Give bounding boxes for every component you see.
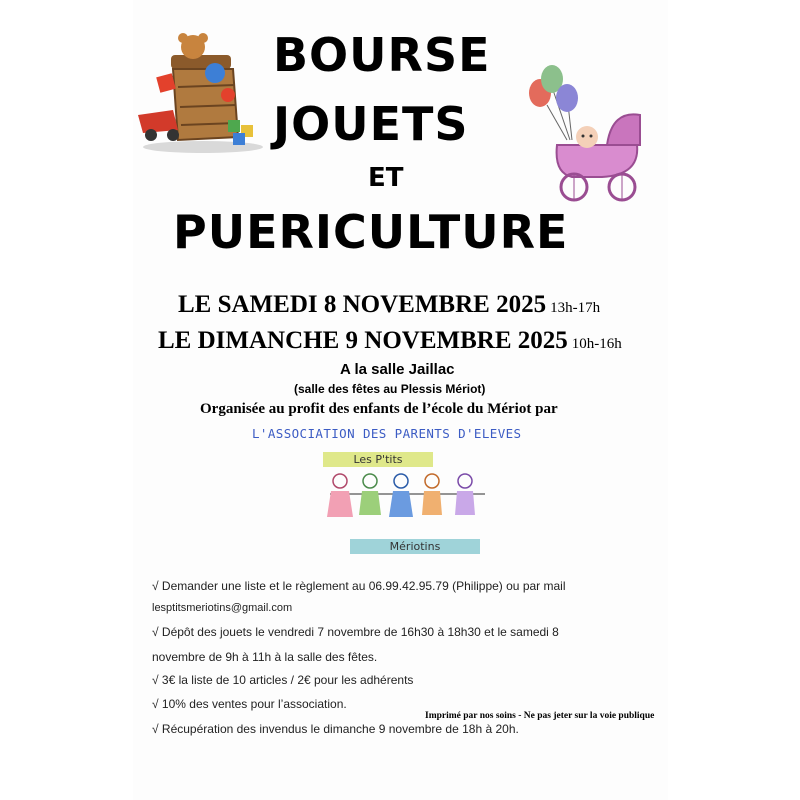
- date-sunday: [158, 327, 622, 355]
- title-puericulture: PUERICULTURE: [173, 205, 569, 259]
- contact-email: lesptitsmeriotins@gmail.com: [152, 602, 293, 614]
- date-sunday-hours: 10h-16h: [571, 336, 622, 352]
- venue-detail: (salle des fêtes au Plessis Mériot): [294, 382, 486, 396]
- item-commission: √ 10% des ventes pour l’association.: [152, 697, 347, 711]
- baby-stroller-icon: [522, 65, 647, 205]
- association-name: L'ASSOCIATION DES PARENTS D'ELEVES: [252, 426, 522, 441]
- item-deposit-line1: √ Dépôt des jouets le vendredi 7 novembre de 16h30 à 18h30 et le samedi 8: [152, 625, 559, 639]
- logo-text-top: Les P'tits: [323, 452, 433, 467]
- title-jouets: JOUETS: [273, 97, 469, 151]
- association-logo: [315, 447, 495, 562]
- print-note: Imprimé par nos soins - Ne pas jeter sur la voie publique: [425, 711, 655, 721]
- children-drawing-icon: [315, 469, 495, 534]
- title-et: ET: [368, 163, 404, 193]
- date-sunday-text: LE DIMANCHE 9 NOVEMBRE 2025: [158, 327, 568, 354]
- item-request-list: √ Demander une liste et le règlement au 06.99.42.95.79 (Philippe) ou par mail: [152, 579, 566, 593]
- toy-chest-icon: [133, 25, 268, 155]
- item-price: √ 3€ la liste de 10 articles / 2€ pour les adhérents: [152, 673, 414, 687]
- organized-text: Organisée au profit des enfants de l’école du Mériot par: [200, 401, 558, 417]
- item-pickup: √ Récupération des invendus le dimanche 9 novembre de 18h à 20h.: [152, 722, 519, 736]
- logo-text-bottom: Mériotins: [350, 539, 480, 554]
- item-deposit-line2: novembre de 9h à 11h à la salle des fêtes.: [152, 650, 378, 664]
- date-saturday-text: LE SAMEDI 8 NOVEMBRE 2025: [178, 291, 547, 318]
- date-saturday: [178, 291, 600, 319]
- date-saturday-hours: 13h-17h: [550, 300, 601, 316]
- venue: A la salle Jaillac: [340, 361, 455, 378]
- title-bourse: BOURSE: [273, 28, 491, 82]
